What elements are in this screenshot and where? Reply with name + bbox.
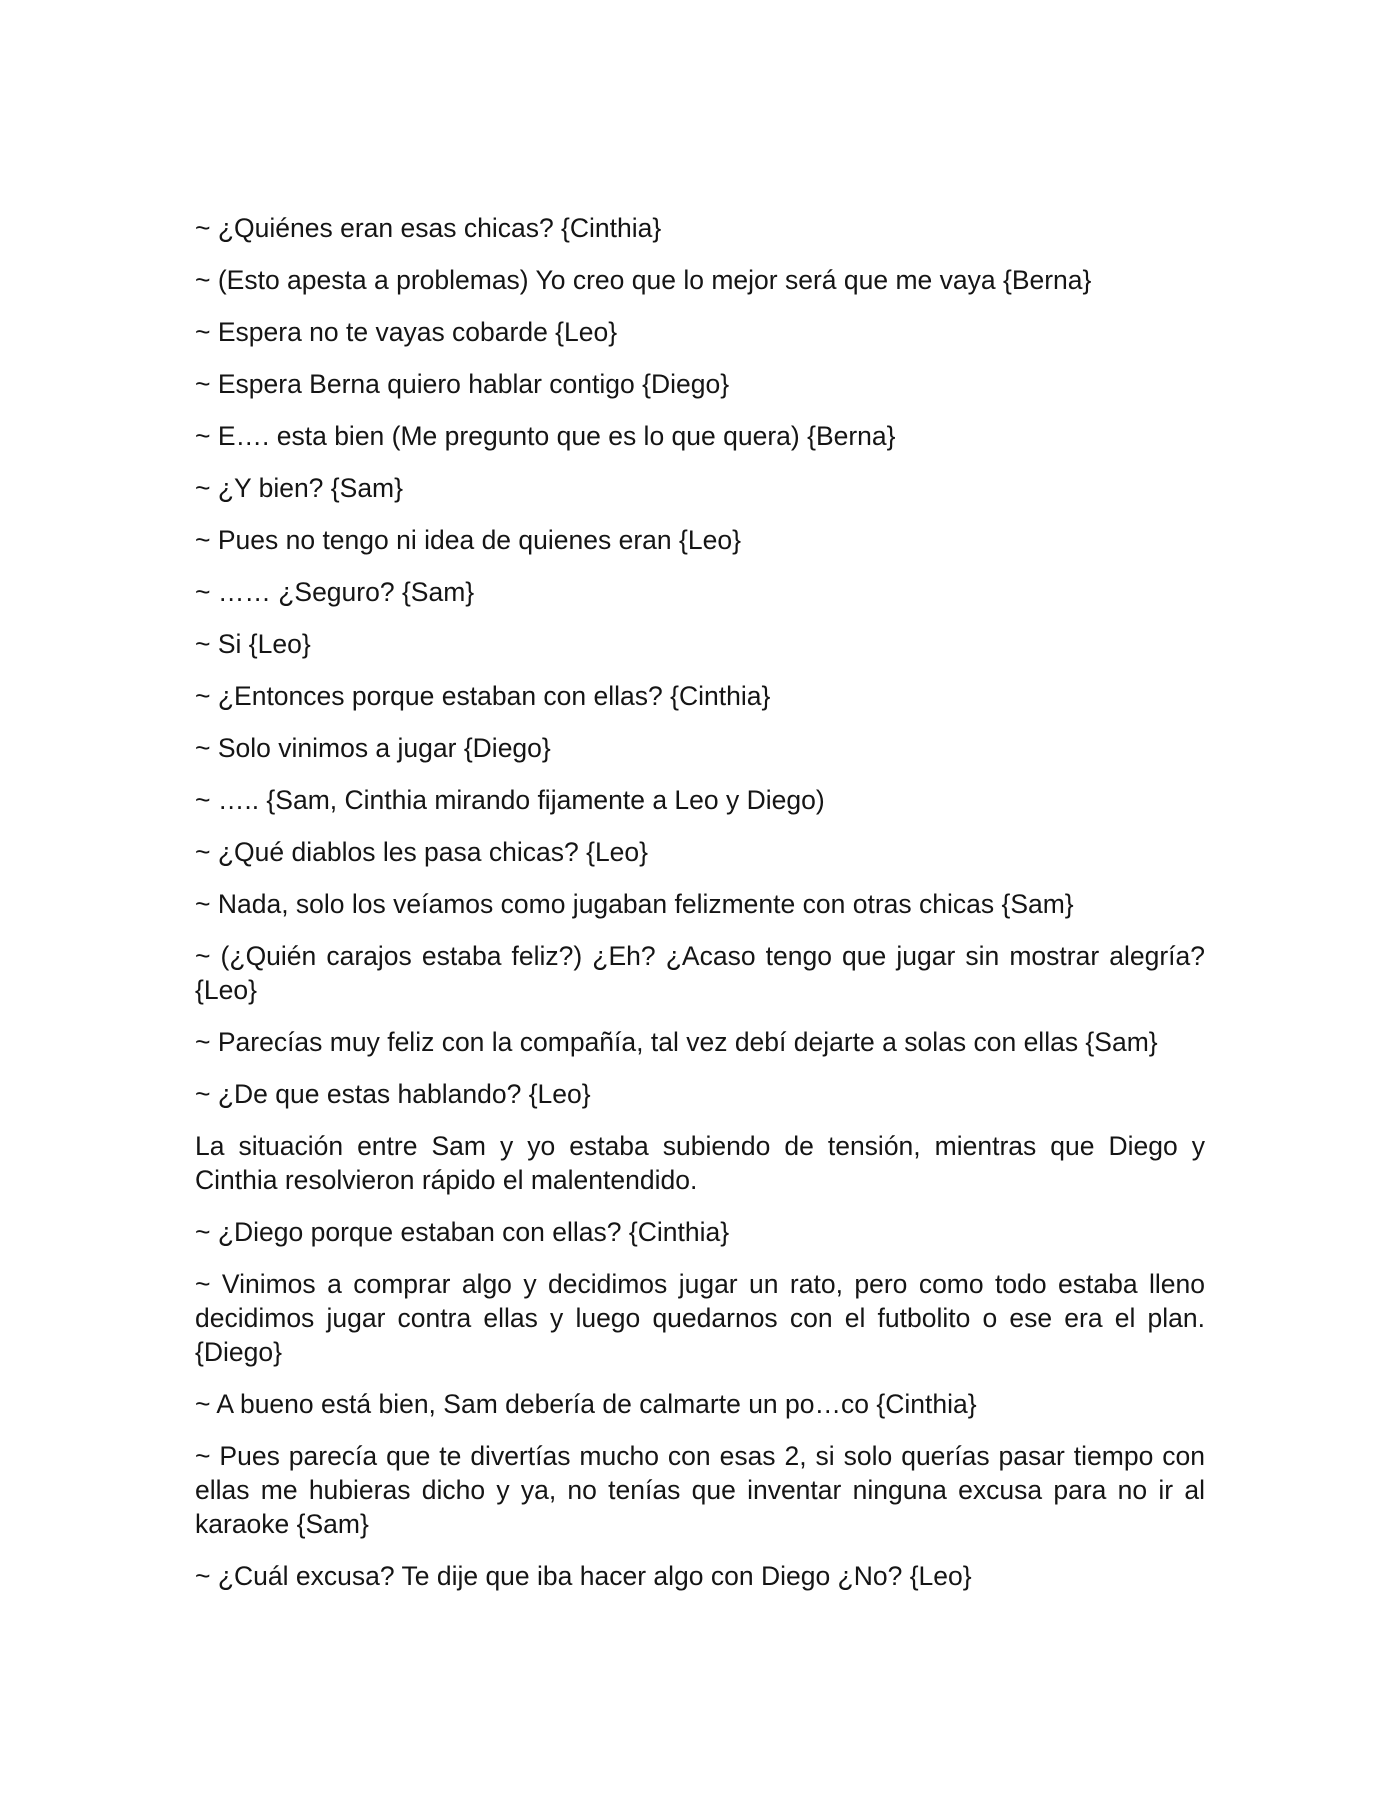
paragraph-4: ~ Espera Berna quiero hablar contigo {Diego}: [195, 369, 730, 399]
dialogue-text-block: [195, 211, 1205, 1611]
paragraph-12: ~ ….. {Sam, Cinthia mirando fijamente a Leo y Diego): [195, 785, 825, 815]
paragraph-22: ~ Pues parecía que te divertías mucho con esas 2, si solo querías pasar tiempo con ellas me hubieras dicho y ya, no tenías que inventar ninguna excusa para no ir al karaoke {Sam}: [195, 1441, 1205, 1539]
paragraph-2: ~ (Esto apesta a problemas) Yo creo que lo mejor será que me vaya {Berna}: [195, 265, 1092, 295]
paragraph-6: ~ ¿Y bien? {Sam}: [195, 473, 403, 503]
narration-paragraph: La situación entre Sam y yo estaba subiendo de tensión, mientras que Diego y Cinthia resolvieron rápido el malentendido.: [195, 1131, 1205, 1195]
paragraph-5: ~ E…. esta bien (Me pregunto que es lo que quera) {Berna}: [195, 421, 896, 451]
paragraph-14: ~ Nada, solo los veíamos como jugaban felizmente con otras chicas {Sam}: [195, 889, 1074, 919]
paragraph-19: ~ ¿Diego porque estaban con ellas? {Cinthia}: [195, 1217, 730, 1247]
paragraph-16: ~ Parecías muy feliz con la compañía, tal vez debí dejarte a solas con ellas {Sam}: [195, 1027, 1158, 1057]
paragraph-7: ~ Pues no tengo ni idea de quienes eran {Leo}: [195, 525, 741, 555]
paragraph-8: ~ …… ¿Seguro? {Sam}: [195, 577, 475, 607]
paragraph-17: ~ ¿De que estas hablando? {Leo}: [195, 1079, 591, 1109]
paragraph-3: ~ Espera no te vayas cobarde {Leo}: [195, 317, 618, 347]
paragraph-23: ~ ¿Cuál excusa? Te dije que iba hacer algo con Diego ¿No? {Leo}: [195, 1561, 972, 1591]
paragraph-13: ~ ¿Qué diablos les pasa chicas? {Leo}: [195, 837, 649, 867]
paragraph-1: ~ ¿Quiénes eran esas chicas? {Cinthia}: [195, 213, 662, 243]
paragraph-20: ~ Vinimos a comprar algo y decidimos jugar un rato, pero como todo estaba lleno decidimos jugar contra ellas y luego quedarnos con el futbolito o ese era el plan. {Diego}: [195, 1269, 1205, 1367]
paragraph-21: ~ A bueno está bien, Sam debería de calmarte un po…co {Cinthia}: [195, 1389, 977, 1419]
paragraph-9: ~ Si {Leo}: [195, 629, 311, 659]
paragraph-11: ~ Solo vinimos a jugar {Diego}: [195, 733, 551, 763]
paragraph-15: ~ (¿Quién carajos estaba feliz?) ¿Eh? ¿Acaso tengo que jugar sin mostrar alegría? {Leo}: [195, 941, 1205, 1005]
paragraph-10: ~ ¿Entonces porque estaban con ellas? {Cinthia}: [195, 681, 771, 711]
